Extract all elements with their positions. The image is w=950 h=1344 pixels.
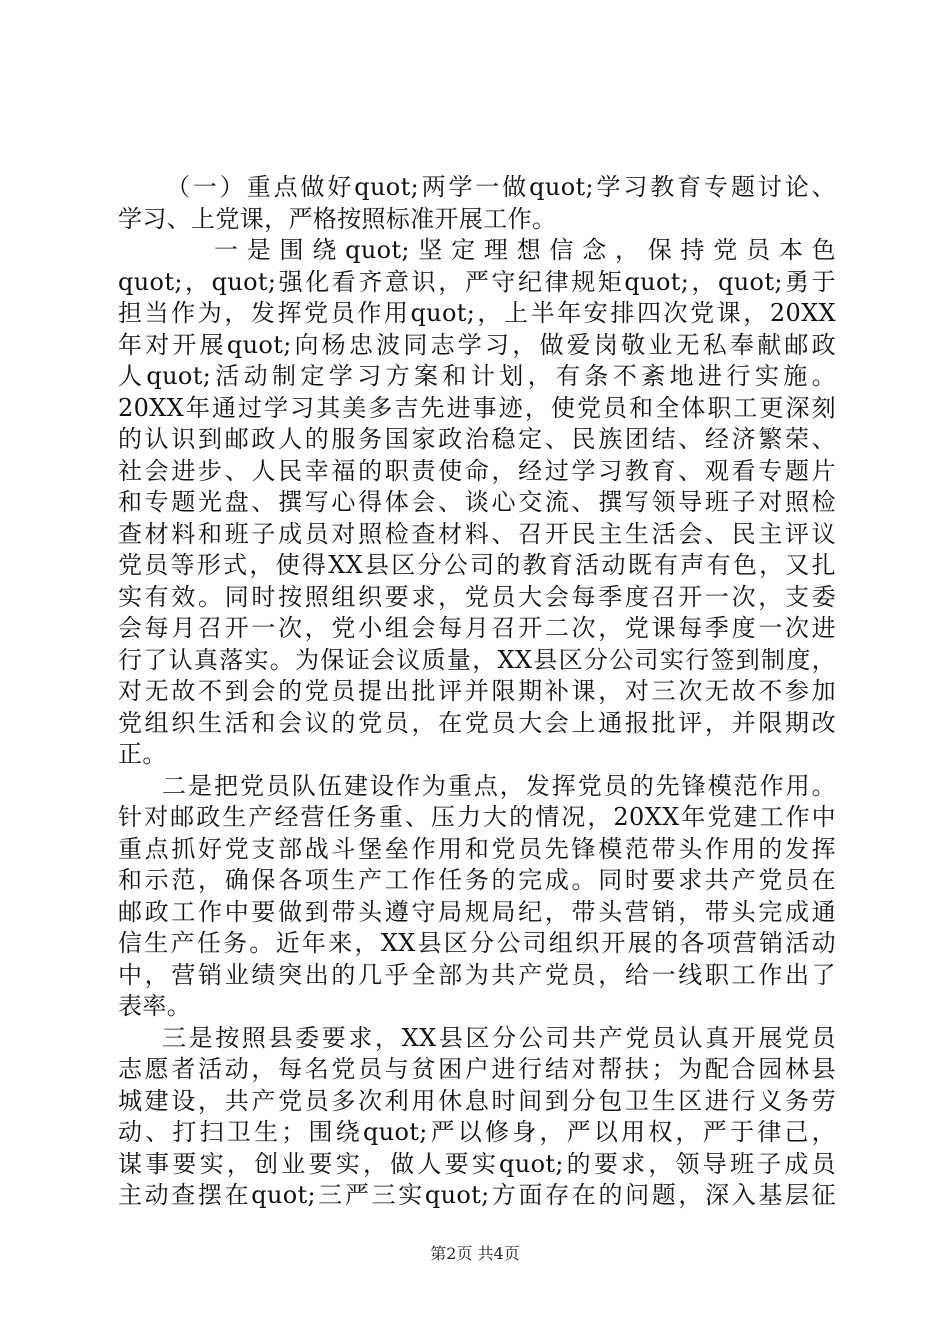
text-line: 行了认真落实。为保证会议质量，XX县区分公司实行签到制度， [118, 645, 836, 674]
text-line: 邮政工作中要做到带头遵守局规局纪，带头营销，带头完成通 [118, 897, 836, 926]
text-line: 三是按照县委要求，XX县区分公司共产党员认真开展党员 [162, 1023, 836, 1052]
page-number-footer: 第2页 共4页 [430, 1244, 520, 1263]
text-line: quot;，quot;强化看齐意识，严守纪律规矩quot;，quot;勇于 [118, 267, 836, 296]
text-line: 针对邮政生产经营任务重、压力大的情况，20XX年党建工作中 [118, 803, 836, 831]
text-line: 查材料和班子成员对照检查材料、召开民主生活会、民主评议 [118, 519, 836, 548]
text-line: 正。 [118, 740, 167, 768]
text-line: 城建设，共产党员多次利用休息时间到分包卫生区进行义务劳 [118, 1086, 836, 1115]
text-line: 谋事要实，创业要实，做人要实quot;的要求，领导班子成员 [118, 1149, 836, 1178]
text-line: 学习、上党课，严格按照标准开展工作。 [118, 204, 557, 233]
text-line: 和专题光盘、撰写心得体会、谈心交流、撰写领导班子对照检 [118, 488, 836, 516]
text-line: 重点抓好党支部战斗堡垒作用和党员先锋模范带头作用的发挥 [118, 834, 836, 863]
text-line: 主动查摆在quot;三严三实quot;方面存在的问题，深入基层征 [118, 1181, 836, 1209]
text-line: 二是把党员队伍建设作为重点，发挥党员的先锋模范作用。 [162, 771, 836, 800]
text-line: 表率。 [118, 992, 192, 1020]
text-line: 党组织生活和会议的党员，在党员大会上通报批评，并限期改 [118, 708, 836, 737]
text-line: 和示范，确保各项生产工作任务的完成。同时要求共产党员在 [118, 866, 836, 894]
text-line: 人quot;活动制定学习方案和计划，有条不紊地进行实施。 [118, 362, 836, 390]
text-line: 担当作为，发挥党员作用quot;，上半年安排四次党课，20XX [118, 299, 836, 327]
text-line: （一）重点做好quot;两学一做quot;学习教育专题讨论、 [166, 173, 836, 201]
text-line: 社会进步、人民幸福的职责使命，经过学习教育、观看专题片 [118, 456, 836, 485]
text-line: 一是围绕quot;坚定理想信念，保持党员本色 [214, 236, 836, 264]
text-line: 志愿者活动，每名党员与贫困户进行结对帮扶；为配合园林县 [118, 1055, 836, 1083]
text-line: 会每月召开一次，党小组会每月召开二次，党课每季度一次进 [118, 614, 836, 642]
text-line: 信生产任务。近年来，XX县区分公司组织开展的各项营销活动 [118, 929, 836, 957]
text-line: 实有效。同时按照组织要求，党员大会每季度召开一次，支委 [118, 582, 836, 611]
text-line: 的认识到邮政人的服务国家政治稳定、民族团结、经济繁荣、 [118, 425, 836, 453]
text-line: 中，营销业绩突出的几乎全部为共产党员，给一线职工作出了 [118, 960, 836, 989]
document-body [118, 172, 836, 1212]
text-line: 动、打扫卫生；围绕quot;严以修身，严以用权，严于律己， [118, 1118, 836, 1146]
text-line: 对无故不到会的党员提出批评并限期补课，对三次无故不参加 [118, 677, 836, 705]
text-line: 党员等形式，使得XX县区分公司的教育活动既有声有色，又扎 [118, 551, 836, 579]
text-line: 年对开展quot;向杨忠波同志学习，做爱岗敬业无私奉献邮政 [118, 330, 836, 359]
text-line: 20XX年通过学习其美多吉先进事迹，使党员和全体职工更深刻 [118, 393, 836, 422]
